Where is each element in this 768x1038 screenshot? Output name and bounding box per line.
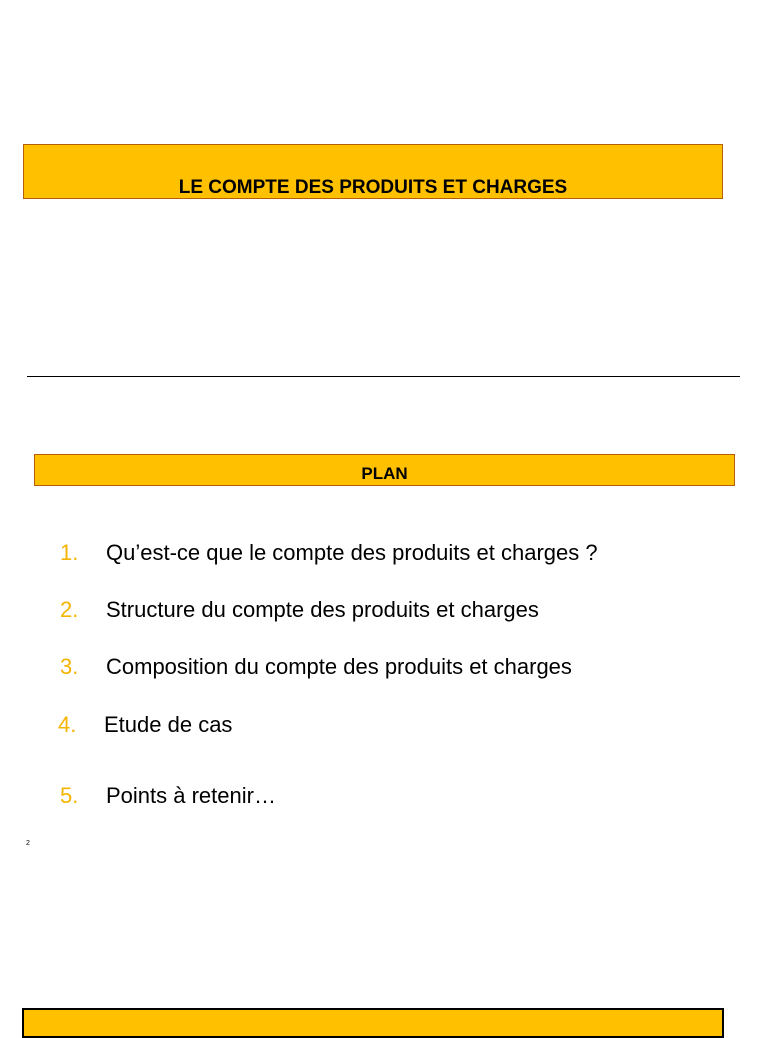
plan-item-text: Qu’est-ce que le compte des produits et charges ? [106, 540, 598, 565]
plan-item-1 [60, 540, 598, 566]
plan-item-5 [60, 783, 276, 809]
plan-item-4 [58, 712, 232, 738]
plan-item-text: Composition du compte des produits et charges [106, 654, 572, 679]
page-title: LE COMPTE DES PRODUITS ET CHARGES [178, 177, 568, 198]
plan-item-text: Points à retenir… [106, 783, 276, 808]
title-banner [23, 144, 723, 199]
plan-item-number: 1. [60, 540, 79, 565]
plan-item-number: 5. [60, 783, 79, 808]
plan-item-text: Etude de cas [104, 712, 233, 737]
bottom-banner [22, 1008, 724, 1038]
plan-item-number: 2. [60, 597, 79, 622]
plan-item-number: 4. [58, 712, 77, 737]
page-divider [27, 376, 740, 377]
plan-item-number: 3. [60, 654, 79, 679]
plan-item-3 [60, 654, 572, 680]
plan-heading: PLAN [361, 464, 408, 483]
plan-banner [34, 454, 735, 486]
plan-item-2 [60, 597, 539, 623]
plan-item-text: Structure du compte des produits et charges [106, 597, 539, 622]
page-number: 2 [26, 840, 30, 847]
